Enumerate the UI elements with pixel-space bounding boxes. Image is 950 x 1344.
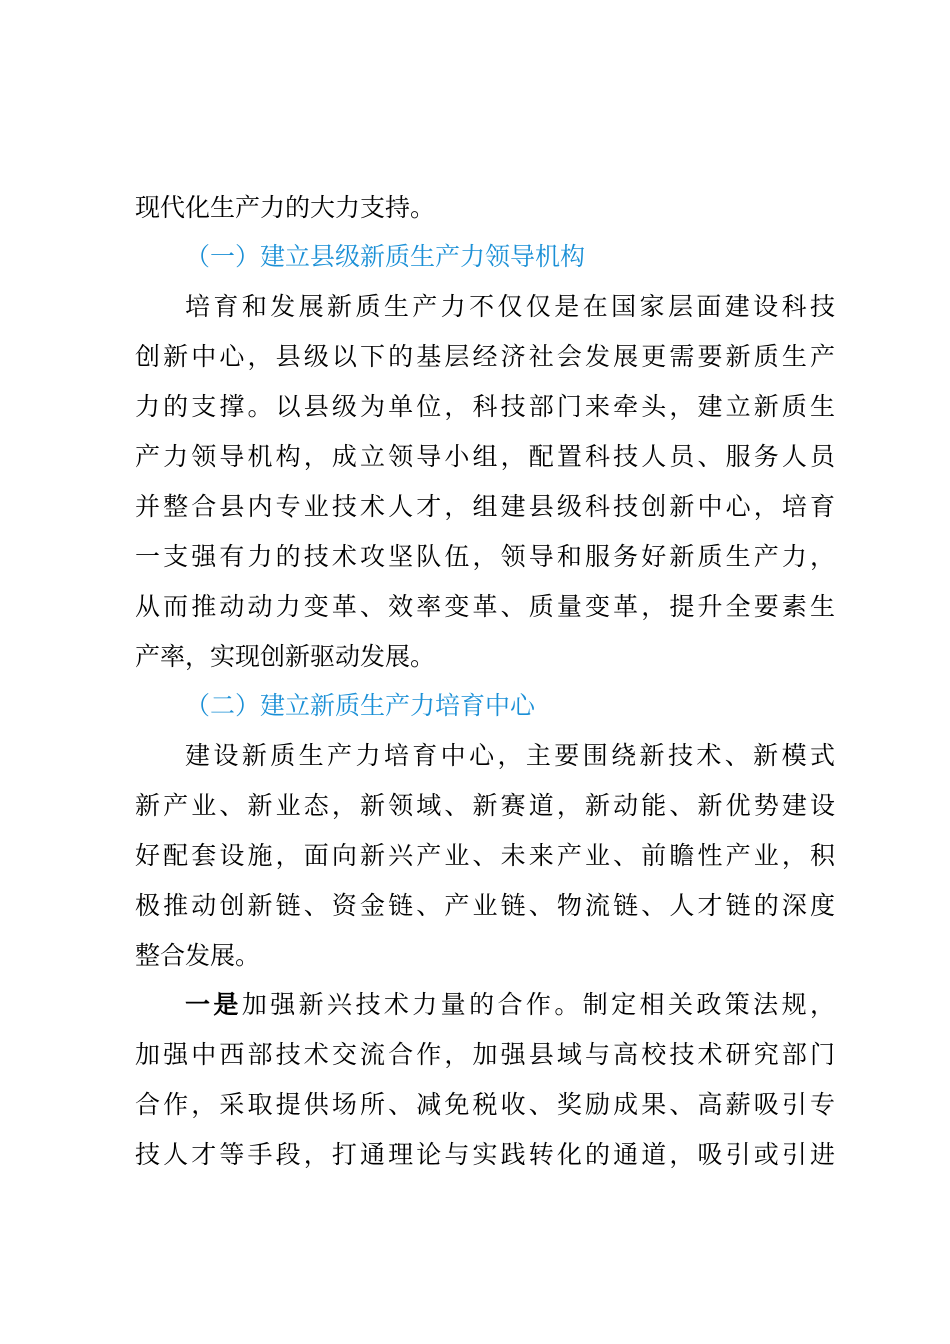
paragraph-line: 建设新质生产力培育中心，主要围绕新技术、新模式 (185, 741, 835, 770)
paragraph-line: 整合发展。 (135, 941, 261, 970)
paragraph-line: 极推动创新链、资金链、产业链、物流链、人才链的深度 (135, 891, 835, 920)
paragraph-line: 从而推动动力变革、效率变革、质量变革，提升全要素生 (135, 592, 835, 621)
paragraph-line: 培育和发展新质生产力不仅仅是在国家层面建设科技 (185, 292, 835, 321)
paragraph-line: 力的支撑。以县级为单位，科技部门来牵头，建立新质生 (135, 392, 835, 421)
item1-first-line-rest: 加强新兴技术力量的合作。制定相关政策法规， (241, 990, 835, 1019)
paragraph-line: 新产业、新业态，新领域、新赛道，新动能、新优势建设 (135, 791, 835, 820)
paragraph-line: 产力领导机构，成立领导小组，配置科技人员、服务人员 (135, 442, 835, 471)
section2-heading: （二）建立新质生产力培育中心 (185, 691, 536, 720)
paragraph-line: 一支强有力的技术攻坚队伍，领导和服务好新质生产力， (135, 542, 835, 571)
paragraph-line: 技人才等手段，打通理论与实践转化的通道，吸引或引进 (135, 1140, 835, 1169)
item1-first-line (185, 988, 835, 1022)
paragraph-line: 并整合县内专业技术人才，组建县级科技创新中心，培育 (135, 492, 835, 521)
paragraph-line: 好配套设施，面向新兴产业、未来产业、前瞻性产业，积 (135, 841, 835, 870)
paragraph-line: 产率，实现创新驱动发展。 (135, 642, 436, 671)
item1-lead: 一是 (185, 990, 242, 1019)
paragraph-line: 加强中西部技术交流合作，加强县域与高校技术研究部门 (135, 1040, 835, 1069)
paragraph-line: 合作，采取提供场所、减免税收、奖励成果、高薪吸引专 (135, 1090, 835, 1119)
paragraph-line: 创新中心，县级以下的基层经济社会发展更需要新质生产 (135, 342, 835, 371)
section1-heading: （一）建立县级新质生产力领导机构 (185, 242, 586, 271)
continuation-line: 现代化生产力的大力支持。 (135, 193, 436, 222)
